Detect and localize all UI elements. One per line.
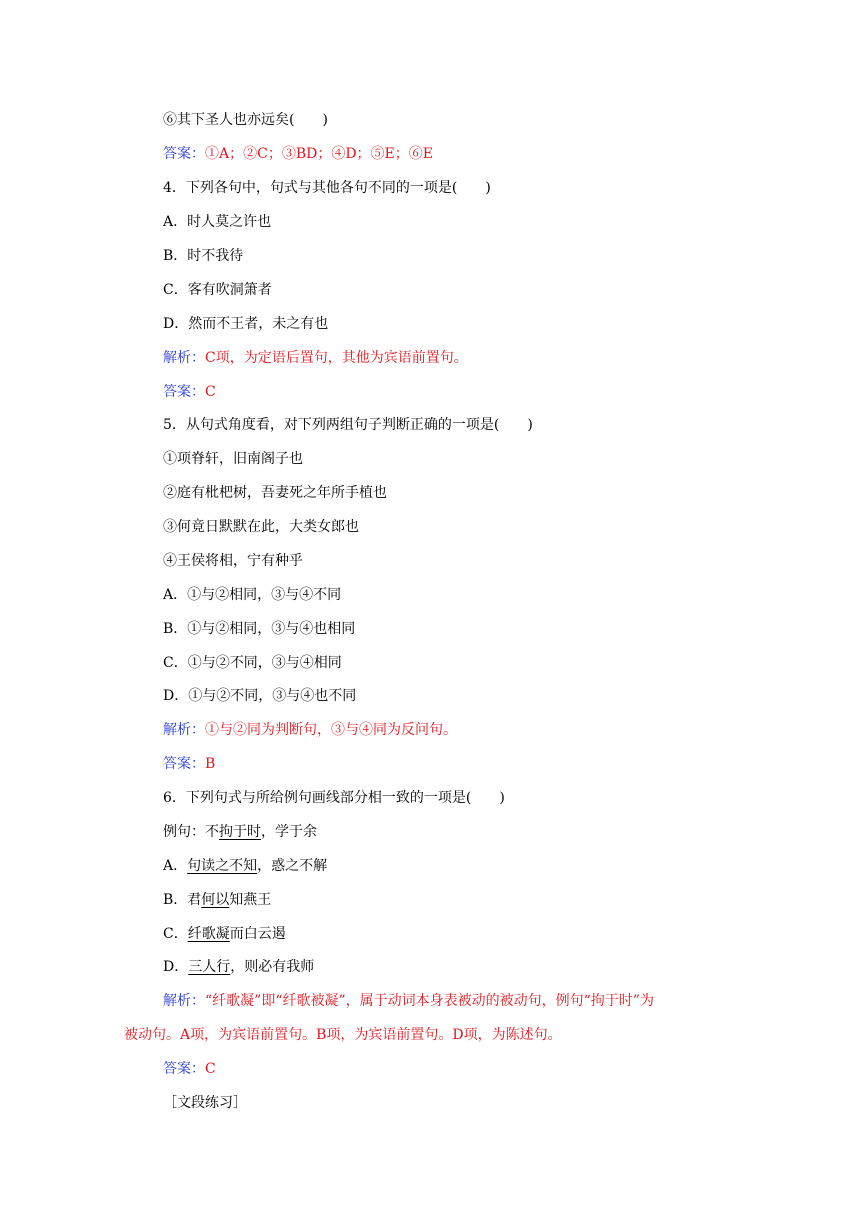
answer-label: 答案： <box>163 146 205 162</box>
q6-option-d <box>163 957 314 977</box>
q6-option-b <box>163 890 271 910</box>
option-prefix: B．君 <box>163 892 202 908</box>
q4-option-b: B．时不我待 <box>163 248 244 264</box>
q6-example <box>163 822 317 842</box>
answer-text: B <box>205 756 216 772</box>
option-suffix: 而白云遏 <box>229 926 286 942</box>
example-underlined: 拘于时 <box>219 824 261 840</box>
q6-stem: 6．下列句式与所给例句画线部分相一致的一项是( ) <box>163 790 505 806</box>
answer-label: 答案： <box>163 384 205 400</box>
analysis-text: C项，为定语后置句，其他为宾语前置句。 <box>205 350 468 366</box>
example-prefix: 例句：不 <box>163 824 219 840</box>
q6-option-a <box>163 856 327 876</box>
option-suffix: ，则必有我师 <box>230 959 315 975</box>
q5-stem: 5．从句式角度看，对下列两组句子判断正确的一项是( ) <box>163 417 533 433</box>
analysis-text: ①与②同为判断句，③与④同为反问句。 <box>205 722 457 738</box>
q5-analysis <box>163 720 457 740</box>
q5-option-d: D．①与②不同，③与④也不同 <box>163 688 357 704</box>
q4-analysis <box>163 348 468 368</box>
answer-text: ①A；②C；③BD；④D；⑤E；⑥E <box>205 146 433 162</box>
q3-item-6: ⑥其下圣人也亦远矣( ) <box>163 112 328 128</box>
q5-option-c: C．①与②不同，③与④相同 <box>163 655 342 671</box>
answer-label: 答案： <box>163 756 205 772</box>
answer-text: C <box>205 384 216 400</box>
analysis-label: 解析： <box>163 350 205 366</box>
option-underlined: 纤歌凝 <box>187 926 230 942</box>
q5-option-a: A．①与②相同，③与④不同 <box>163 587 342 603</box>
option-prefix: A． <box>163 858 188 874</box>
q6-analysis-line-1 <box>163 991 654 1011</box>
example-suffix: ，学于余 <box>261 824 317 840</box>
q5-option-b: B．①与②相同，③与④也相同 <box>163 621 356 637</box>
option-suffix: 知燕王 <box>229 892 272 908</box>
option-prefix: C． <box>163 926 188 942</box>
q5-answer <box>163 754 215 774</box>
section-heading: ［文段练习］ <box>163 1095 247 1111</box>
option-underlined: 何以 <box>201 892 230 908</box>
option-suffix: ，惑之不解 <box>257 858 328 874</box>
analysis-label: 解析： <box>163 722 205 738</box>
option-prefix: D． <box>163 959 189 975</box>
q5-sentence-3: ③何竟日默默在此，大类女郎也 <box>163 519 359 535</box>
analysis-text: “纤歌凝”即“纤歌被凝”，属于动词本身表被动的被动句，例句“拘于时”为 <box>205 993 654 1009</box>
q3-answer <box>163 144 433 164</box>
q6-analysis-line-2: 被动句。A项，为宾语前置句。B项，为宾语前置句。D项，为陈述句。 <box>124 1027 562 1043</box>
q4-option-c: C．客有吹洞箫者 <box>163 282 272 298</box>
q5-sentence-1: ①项脊轩，旧南阁子也 <box>163 451 303 467</box>
q4-stem: 4．下列各句中，句式与其他各句不同的一项是( ) <box>163 180 491 196</box>
q4-answer <box>163 382 216 402</box>
q4-option-a: A．时人莫之许也 <box>163 214 272 230</box>
q6-option-c <box>163 924 286 944</box>
q4-option-d: D．然而不王者，未之有也 <box>163 316 329 332</box>
q5-sentence-4: ④王侯将相，宁有种乎 <box>163 553 303 569</box>
option-underlined: 三人行 <box>188 959 231 975</box>
q6-answer <box>163 1059 216 1079</box>
answer-text: C <box>205 1061 216 1077</box>
option-underlined: 句读之不知 <box>187 858 258 874</box>
answer-label: 答案： <box>163 1061 205 1077</box>
q5-sentence-2: ②庭有枇杷树，吾妻死之年所手植也 <box>163 485 387 501</box>
analysis-label: 解析： <box>163 993 205 1009</box>
